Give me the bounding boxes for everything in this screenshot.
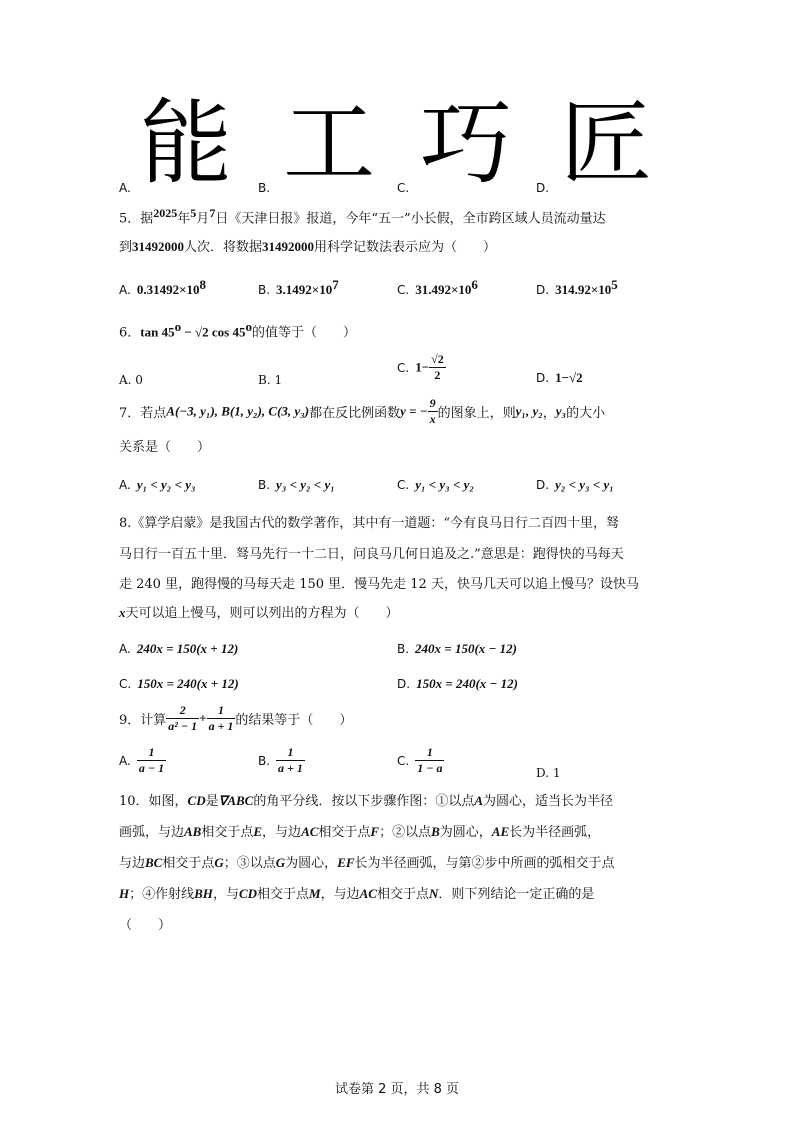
q5-option-b: B. $3.1492\times 10^7$ (258, 277, 339, 297)
q10-line-2: 画弧，与边AB相交于点E，与边AC相交于点F；②以点B为圆心，AE长为半径画弧， (119, 824, 601, 840)
q5-option-c: C. $31.492\times 10^6$ (397, 277, 478, 297)
q10-line-1: 10．如图，CD是∇ABC的角平分线．按以下步骤作图：①以点A为圆心，适当长为半径 (119, 793, 614, 809)
q4-char-d: 匠 (560, 90, 653, 197)
q4-label-d: D. (536, 181, 550, 195)
page-footer: 试卷第 2 页，共 8 页 (334, 1082, 460, 1097)
q7-stem-line-2: 关系是（ ） (119, 440, 211, 455)
q5-line-1: 5．据$^{2025}$年$^5$月$^7$日《天津日报》报道，今年“五一”小长假，全市跨区域人员流动量达 (119, 206, 606, 227)
q8-option-a: A. 240x = 150(x + 12) (119, 641, 239, 656)
q10-line-3: 与边BC相交于点G；③以点G为圆心，EF长为半径画弧，与第②步中所画的弧相交于点 (119, 855, 615, 871)
q7-option-a: A. y₁ < y₂ < y₃ (119, 477, 196, 492)
q5-option-a: A. $0.31492\times 10^8$ (119, 277, 206, 297)
q7-stem-line-1: 7．若点A(−3, y₁), B(1, y₂), C(3, y₃)都在反比例函数y = − $\frac{9}{x}$ 的图象上，则y₁, y₂，y₃的大小 (119, 396, 606, 426)
q9-option-b: B. $\frac{1}{a + 1}$ (258, 745, 303, 775)
q10-line-4: H；④作射线BH，与CD相交于点M，与边AC相交于点N．则下列结论一定正确的是 (119, 886, 595, 902)
q8-line-1: 8.《算学启蒙》是我国古代的数学著作，其中有一道题：“今有良马日行二百四十里，驽 (119, 516, 620, 531)
q9-option-a: A. $\frac{1}{a - 1}$ (119, 745, 165, 775)
q5-option-d: D. $314.92\times 10^5$ (536, 277, 618, 297)
q6-option-a: A. 0 (119, 373, 143, 387)
q8-option-c: C. 150x = 240(x + 12) (119, 676, 239, 691)
q9-stem: 9．计算 $\frac{2}{\text{a² − 1}}$ + $\frac{1}{a + 1}$ 的结果等于（ ） (119, 703, 353, 733)
q5-line-2: 到31492000人次．将数据31492000用科学记数法表示应为（ ） (119, 239, 497, 255)
q4-label-c: C. (397, 181, 410, 195)
q8-option-d: D. 150x = 240(x − 12) (397, 676, 519, 691)
q6-option-c: C. 1− $\frac{√2}{2}$ (397, 352, 444, 382)
q6-stem: 6．$\tan 45^o - √2$ cos 45$^o$的值等于（ ） (119, 319, 357, 341)
q8-line-2: 马日行一百五十里．驽马先行一十二日，问良马几何日追及之.”意思是：跑得快的马每天 (119, 547, 624, 562)
q4-char-a: 能 (140, 90, 233, 197)
q8-option-b: B. 240x = 150(x − 12) (397, 641, 517, 656)
q9-option-c: C. $\frac{1}{1 - a}$ (397, 745, 443, 775)
q9-option-d: D. 1 (536, 766, 561, 780)
q7-option-b: B. y₃ < y₂ < y₁ (258, 477, 335, 492)
q4-label-a: A. (119, 181, 131, 195)
q7-option-d: D. y₂ < y₃ < y₁ (536, 477, 614, 492)
q6-option-d: D. 1−√2 (536, 370, 583, 385)
q7-option-c: C. y₁ < y₃ < y₂ (397, 477, 474, 492)
q10-line-5: （ ） (119, 918, 172, 933)
q4-label-b: B. (258, 181, 271, 195)
q8-line-3: 走 240 里，跑得慢的马每天走 150 里．慢马先走 12 天，快马几天可以追上慢马？设快马 (119, 577, 639, 592)
q4-char-c: 巧 (420, 90, 513, 197)
q6-option-b: B. 1 (258, 373, 283, 387)
q8-line-4: x天可以追上慢马，则可以列出的方程为（ ） (119, 605, 399, 621)
q4-char-b: 工 (283, 90, 376, 197)
